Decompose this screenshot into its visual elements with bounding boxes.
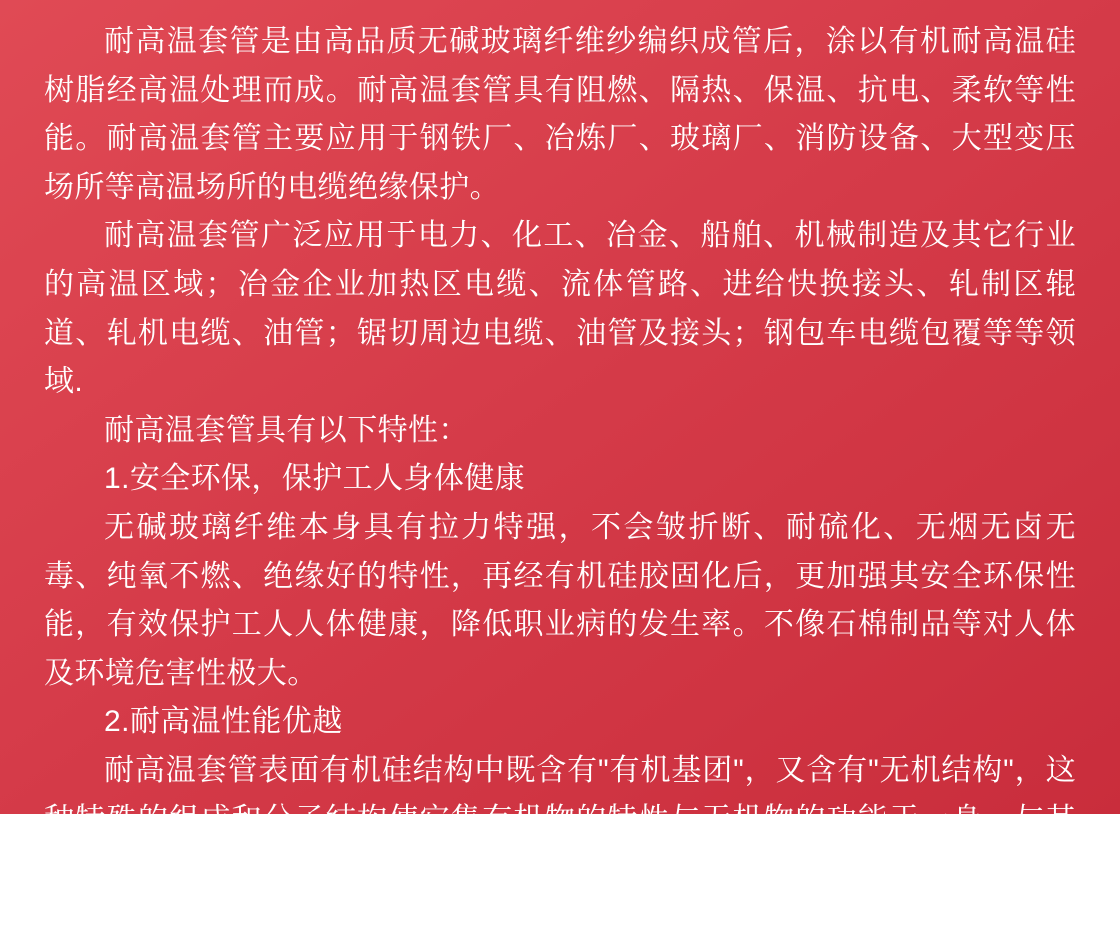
document-body [44,18,1076,941]
paragraph-6: 2.耐高温性能优越 [104,705,343,739]
paragraph-7: 耐高温套管表面有机硅结构中既含有"有机基团"，又含有"无机结构"，这种特殊的组成和分子结构使它集有机物的特性与无机物的功能于一身。与其他高分子材料相比，其突出就是耐高温性能。以硅－氧（Si－O）键为主链结构，C－C键的键 [44,753,1076,933]
paragraph-1: 耐高温套管是由高品质无碱玻璃纤维纱编织成管后，涂以有机耐高温硅树脂经高温处理而成。耐高温套管具有阻燃、隔热、保温、抗电、柔软等性能。耐高温套管主要应用于钢铁厂、冶炼厂、玻璃厂、消防设备、大型变压场所等高温场所的电缆绝缘保护。 [44,25,1076,204]
paragraph-4: 1.安全环保，保护工人身体健康 [104,462,526,496]
paragraph-5: 无碱玻璃纤维本身具有拉力特强，不会皱折断、耐硫化、无烟无卤无毒、纯氧不燃、绝缘好的特性，再经有机硅胶固化后，更加强其安全环保性能，有效保护工人人体健康，降低职业病的发生率。不像石棉制品等对人体及环境危害性极大。 [44,510,1076,690]
paragraph-3: 耐高温套管具有以下特性： [104,413,469,447]
paragraph-2: 耐高温套管广泛应用于电力、化工、冶金、船舶、机械制造及其它行业的高温区域；冶金企业加热区电缆、流体管路、进给快换接头、轧制区辊道、轧机电缆、油管；锯切周边电缆、油管及接头；钢包车电缆包覆等等领域. [44,219,1076,399]
